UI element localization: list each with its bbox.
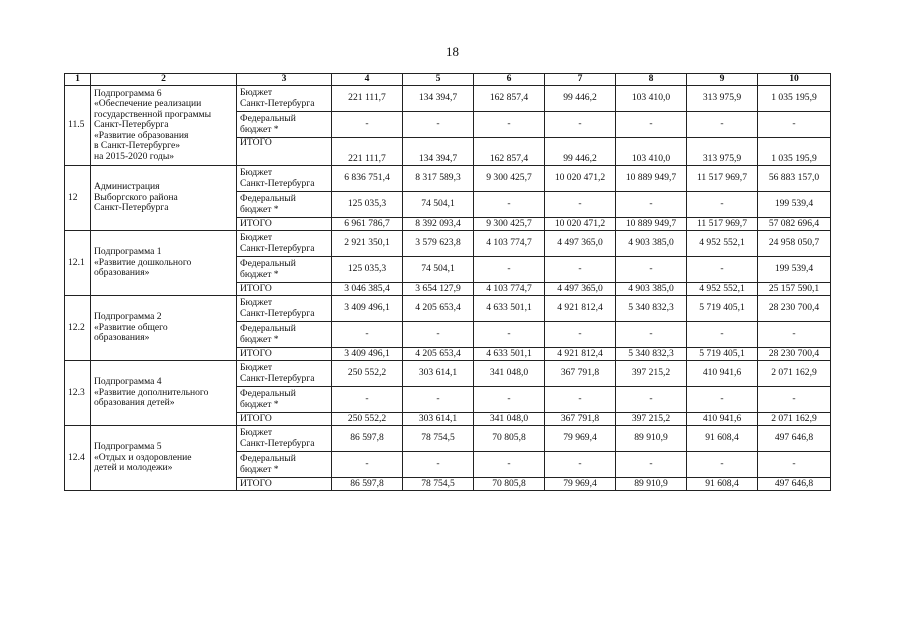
- table-row: [65, 86, 831, 112]
- value-cell: 250 552,2: [332, 413, 403, 426]
- value-cell: -: [545, 192, 616, 218]
- value-cell: 3 654 127,9: [403, 283, 474, 296]
- value-cell: 303 614,1: [403, 361, 474, 387]
- value-cell: 99 446,2: [545, 138, 616, 166]
- column-header: 10: [758, 74, 831, 86]
- value-cell: -: [758, 112, 831, 138]
- funding-source-cell: [237, 231, 332, 257]
- value-cell: 4 903 385,0: [616, 283, 687, 296]
- funding-source: ИТОГО: [240, 217, 272, 229]
- value-cell: 134 394,7: [403, 138, 474, 166]
- value-cell: 4 952 552,1: [687, 283, 758, 296]
- value-cell: -: [474, 322, 545, 348]
- funding-source-cell: [237, 452, 332, 478]
- funding-source-cell: [237, 138, 332, 166]
- value-cell: 99 446,2: [545, 86, 616, 112]
- row-code: 12: [65, 166, 91, 231]
- value-cell: -: [403, 387, 474, 413]
- funding-source-cell: [237, 413, 332, 426]
- funding-source: Бюджет Санкт-Петербурга: [240, 297, 315, 319]
- row-name-cell: [91, 296, 237, 361]
- value-cell: -: [474, 192, 545, 218]
- value-cell: 3 046 385,4: [332, 283, 403, 296]
- budget-table: [64, 73, 831, 491]
- value-cell: -: [687, 452, 758, 478]
- value-cell: 125 035,3: [332, 192, 403, 218]
- row-name-cell: [91, 166, 237, 231]
- value-cell: 497 646,8: [758, 426, 831, 452]
- column-header: 6: [474, 74, 545, 86]
- column-header: 3: [237, 74, 332, 86]
- funding-source-cell: [237, 387, 332, 413]
- column-header: 8: [616, 74, 687, 86]
- funding-source: Бюджет Санкт-Петербурга: [240, 362, 315, 384]
- value-cell: 103 410,0: [616, 138, 687, 166]
- value-cell: 497 646,8: [758, 478, 831, 491]
- row-name-cell: [91, 361, 237, 426]
- value-cell: 70 805,8: [474, 426, 545, 452]
- value-cell: -: [403, 452, 474, 478]
- value-cell: 8 392 093,4: [403, 218, 474, 231]
- column-header: 7: [545, 74, 616, 86]
- value-cell: -: [403, 322, 474, 348]
- value-cell: -: [687, 192, 758, 218]
- value-cell: 162 857,4: [474, 86, 545, 112]
- value-cell: 10 020 471,2: [545, 166, 616, 192]
- value-cell: 103 410,0: [616, 86, 687, 112]
- value-cell: 303 614,1: [403, 413, 474, 426]
- table-body: [65, 86, 831, 491]
- value-cell: -: [687, 387, 758, 413]
- column-header: 4: [332, 74, 403, 86]
- value-cell: 4 103 774,7: [474, 231, 545, 257]
- value-cell: 4 205 653,4: [403, 296, 474, 322]
- funding-source-cell: [237, 426, 332, 452]
- value-cell: 56 883 157,0: [758, 166, 831, 192]
- funding-source: Бюджет Санкт-Петербурга: [240, 232, 315, 254]
- value-cell: 4 497 365,0: [545, 231, 616, 257]
- value-cell: -: [687, 322, 758, 348]
- table-header-row: [65, 74, 831, 86]
- value-cell: 25 157 590,1: [758, 283, 831, 296]
- funding-source-cell: [237, 112, 332, 138]
- value-cell: -: [758, 322, 831, 348]
- value-cell: -: [545, 112, 616, 138]
- value-cell: 78 754,5: [403, 426, 474, 452]
- funding-source-cell: [237, 296, 332, 322]
- value-cell: 5 719 405,1: [687, 296, 758, 322]
- funding-source: Бюджет Санкт-Петербурга: [240, 167, 315, 189]
- value-cell: 313 975,9: [687, 86, 758, 112]
- value-cell: 89 910,9: [616, 426, 687, 452]
- value-cell: 125 035,3: [332, 257, 403, 283]
- value-cell: -: [474, 257, 545, 283]
- value-cell: 199 539,4: [758, 192, 831, 218]
- value-cell: -: [474, 452, 545, 478]
- row-name-cell: [91, 86, 237, 166]
- funding-source: Федеральный бюджет *: [240, 113, 296, 135]
- value-cell: 9 300 425,7: [474, 166, 545, 192]
- value-cell: -: [687, 112, 758, 138]
- value-cell: -: [616, 322, 687, 348]
- value-cell: 199 539,4: [758, 257, 831, 283]
- value-cell: 4 921 812,4: [545, 296, 616, 322]
- row-name: Подпрограмма 6 «Обеспечение реализации государственной программы Санкт-Петербурга «Развитие образования в Санкт-Петербурге» на 2015-2020 годы»: [94, 88, 212, 162]
- funding-source-cell: [237, 218, 332, 231]
- value-cell: 74 504,1: [403, 257, 474, 283]
- value-cell: 28 230 700,4: [758, 348, 831, 361]
- funding-source: Федеральный бюджет *: [240, 388, 296, 410]
- value-cell: 1 035 195,9: [758, 86, 831, 112]
- value-cell: 74 504,1: [403, 192, 474, 218]
- value-cell: 341 048,0: [474, 361, 545, 387]
- funding-source-cell: [237, 166, 332, 192]
- value-cell: 86 597,8: [332, 426, 403, 452]
- funding-source: Бюджет Санкт-Петербурга: [240, 427, 315, 449]
- value-cell: 11 517 969,7: [687, 218, 758, 231]
- funding-source-cell: [237, 361, 332, 387]
- value-cell: 313 975,9: [687, 138, 758, 166]
- value-cell: 4 633 501,1: [474, 296, 545, 322]
- column-header: 9: [687, 74, 758, 86]
- value-cell: 9 300 425,7: [474, 218, 545, 231]
- value-cell: 221 111,7: [332, 138, 403, 166]
- row-name-cell: [91, 231, 237, 296]
- value-cell: 4 103 774,7: [474, 283, 545, 296]
- value-cell: 4 952 552,1: [687, 231, 758, 257]
- value-cell: 1 035 195,9: [758, 138, 831, 166]
- value-cell: -: [545, 257, 616, 283]
- row-code: 12.3: [65, 361, 91, 426]
- funding-source-cell: [237, 283, 332, 296]
- row-name: Администрация Выборгского района Санкт-Петербурга: [94, 181, 178, 214]
- value-cell: 5 719 405,1: [687, 348, 758, 361]
- value-cell: -: [616, 192, 687, 218]
- value-cell: 91 608,4: [687, 478, 758, 491]
- value-cell: 162 857,4: [474, 138, 545, 166]
- funding-source: ИТОГО: [240, 412, 272, 424]
- funding-source-cell: [237, 192, 332, 218]
- value-cell: 10 889 949,7: [616, 218, 687, 231]
- value-cell: 57 082 696,4: [758, 218, 831, 231]
- page-number: 18: [446, 44, 459, 59]
- funding-source-cell: [237, 478, 332, 491]
- funding-source: Федеральный бюджет *: [240, 193, 296, 215]
- value-cell: 2 071 162,9: [758, 361, 831, 387]
- funding-source: Федеральный бюджет *: [240, 323, 296, 345]
- table-row: [65, 361, 831, 387]
- funding-source-cell: [237, 86, 332, 112]
- value-cell: 79 969,4: [545, 478, 616, 491]
- funding-source: ИТОГО: [240, 282, 272, 294]
- value-cell: 86 597,8: [332, 478, 403, 491]
- value-cell: 3 409 496,1: [332, 348, 403, 361]
- value-cell: 5 340 832,3: [616, 296, 687, 322]
- column-header: 5: [403, 74, 474, 86]
- value-cell: 2 921 350,1: [332, 231, 403, 257]
- value-cell: 4 633 501,1: [474, 348, 545, 361]
- value-cell: -: [545, 322, 616, 348]
- value-cell: 3 409 496,1: [332, 296, 403, 322]
- value-cell: -: [545, 387, 616, 413]
- table-row: [65, 426, 831, 452]
- row-name: Подпрограмма 1 «Развитие дошкольного образования»: [94, 246, 192, 279]
- row-name-cell: [91, 426, 237, 491]
- value-cell: 4 903 385,0: [616, 231, 687, 257]
- value-cell: -: [332, 322, 403, 348]
- value-cell: 79 969,4: [545, 426, 616, 452]
- value-cell: 89 910,9: [616, 478, 687, 491]
- row-name: Подпрограмма 5 «Отдых и оздоровление детей и молодежи»: [94, 441, 192, 474]
- value-cell: 221 111,7: [332, 86, 403, 112]
- funding-source: ИТОГО: [240, 347, 272, 359]
- funding-source: Бюджет Санкт-Петербурга: [240, 87, 315, 109]
- value-cell: -: [545, 452, 616, 478]
- value-cell: -: [616, 387, 687, 413]
- row-code: 12.1: [65, 231, 91, 296]
- value-cell: 10 889 949,7: [616, 166, 687, 192]
- value-cell: 4 205 653,4: [403, 348, 474, 361]
- value-cell: -: [616, 257, 687, 283]
- value-cell: 397 215,2: [616, 413, 687, 426]
- value-cell: 367 791,8: [545, 361, 616, 387]
- value-cell: -: [332, 112, 403, 138]
- value-cell: -: [332, 452, 403, 478]
- value-cell: 8 317 589,3: [403, 166, 474, 192]
- row-name: Подпрограмма 4 «Развитие дополнительного образования детей»: [94, 376, 209, 409]
- value-cell: 70 805,8: [474, 478, 545, 491]
- funding-source: ИТОГО: [240, 477, 272, 489]
- value-cell: -: [616, 452, 687, 478]
- value-cell: 410 941,6: [687, 361, 758, 387]
- value-cell: 367 791,8: [545, 413, 616, 426]
- row-code: 11.5: [65, 86, 91, 166]
- value-cell: 5 340 832,3: [616, 348, 687, 361]
- value-cell: -: [332, 387, 403, 413]
- value-cell: 410 941,6: [687, 413, 758, 426]
- value-cell: 10 020 471,2: [545, 218, 616, 231]
- value-cell: -: [616, 112, 687, 138]
- value-cell: 250 552,2: [332, 361, 403, 387]
- funding-source: Федеральный бюджет *: [240, 258, 296, 280]
- funding-source-cell: [237, 257, 332, 283]
- value-cell: 397 215,2: [616, 361, 687, 387]
- value-cell: 4 921 812,4: [545, 348, 616, 361]
- value-cell: 24 958 050,7: [758, 231, 831, 257]
- value-cell: 6 961 786,7: [332, 218, 403, 231]
- value-cell: 3 579 623,8: [403, 231, 474, 257]
- value-cell: -: [474, 112, 545, 138]
- row-code: 12.2: [65, 296, 91, 361]
- value-cell: 134 394,7: [403, 86, 474, 112]
- funding-source: ИТОГО: [240, 137, 272, 148]
- funding-source-cell: [237, 322, 332, 348]
- table-row: [65, 296, 831, 322]
- value-cell: -: [758, 452, 831, 478]
- value-cell: -: [687, 257, 758, 283]
- column-header: 1: [65, 74, 91, 86]
- value-cell: 4 497 365,0: [545, 283, 616, 296]
- value-cell: 2 071 162,9: [758, 413, 831, 426]
- value-cell: 28 230 700,4: [758, 296, 831, 322]
- value-cell: -: [474, 387, 545, 413]
- table-row: [65, 166, 831, 192]
- table-row: [65, 231, 831, 257]
- value-cell: 91 608,4: [687, 426, 758, 452]
- value-cell: 78 754,5: [403, 478, 474, 491]
- funding-source: Федеральный бюджет *: [240, 453, 296, 475]
- value-cell: -: [758, 387, 831, 413]
- column-header: 2: [91, 74, 237, 86]
- row-code: 12.4: [65, 426, 91, 491]
- value-cell: 11 517 969,7: [687, 166, 758, 192]
- funding-source-cell: [237, 348, 332, 361]
- row-name: Подпрограмма 2 «Развитие общего образования»: [94, 311, 168, 344]
- value-cell: -: [403, 112, 474, 138]
- value-cell: 341 048,0: [474, 413, 545, 426]
- value-cell: 6 836 751,4: [332, 166, 403, 192]
